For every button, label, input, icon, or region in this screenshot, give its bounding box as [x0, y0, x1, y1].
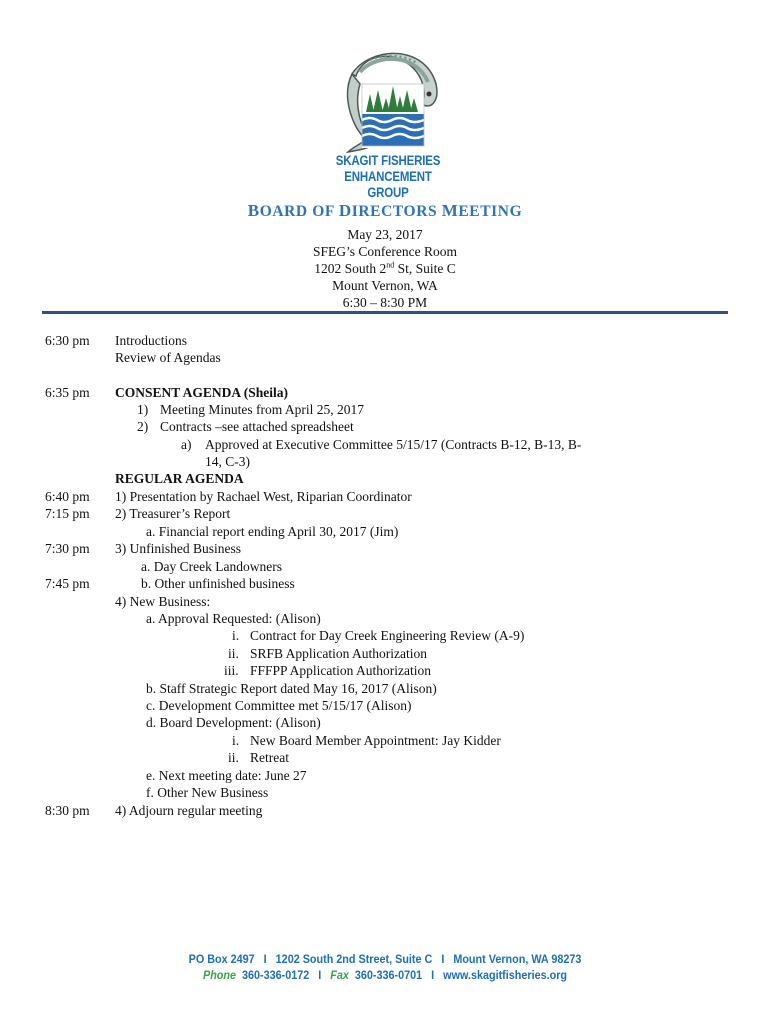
- agenda-subitem: b. Other unfinished business: [141, 576, 295, 591]
- footer-city: Mount Vernon, WA 98273: [453, 952, 582, 966]
- agenda-subitem: e. Next meeting date: June 27: [146, 768, 307, 783]
- list-numeral: i.: [232, 733, 240, 748]
- time-slot: 7:15 pm: [45, 506, 90, 521]
- agenda-subitem: c. Development Committee met 5/15/17 (Alison): [146, 698, 412, 713]
- sfeg-logo: [330, 44, 445, 200]
- meeting-address: 1202 South 2nd St, Suite C: [314, 260, 456, 276]
- list-numeral: i.: [232, 628, 240, 643]
- agenda-subsubitem: FFFPP Application Authorization: [250, 663, 432, 678]
- agenda-subitem: a. Day Creek Landowners: [141, 559, 282, 574]
- logo-line2: ENHANCEMENT GROUP: [344, 168, 432, 200]
- page-title: BOARD OF DIRECTORS MEETING: [247, 201, 523, 220]
- list-number: 1): [137, 402, 149, 417]
- list-numeral: ii.: [228, 750, 239, 765]
- list-numeral: ii.: [228, 646, 239, 661]
- agenda-item: 3) Unfinished Business: [115, 541, 241, 556]
- agenda-subsubitem: New Board Member Appointment: Jay Kidder: [250, 733, 501, 748]
- footer-contact-line: Phone 360-336-0172 I Fax 360-336-0701 I www.skagitfisheries.org: [202, 968, 568, 982]
- agenda-subitem: f. Other New Business: [146, 785, 269, 800]
- section-heading-consent: CONSENT AGENDA (Sheila): [115, 385, 289, 400]
- agenda-item: 4) Adjourn regular meeting: [115, 803, 263, 818]
- agenda-subitem: a. Approval Requested: (Alison): [146, 611, 321, 626]
- footer-phone-label: Phone: [202, 968, 236, 982]
- footer-website-link[interactable]: www.skagitfisheries.org: [443, 968, 568, 982]
- meeting-time: 6:30 – 8:30 PM: [342, 295, 428, 310]
- time-slot: 6:30 pm: [45, 333, 90, 348]
- footer-fax: 360-336-0701: [354, 968, 423, 982]
- meeting-city: Mount Vernon, WA: [332, 278, 438, 293]
- agenda-item: Review of Agendas: [115, 350, 221, 365]
- logo-wordmark: [336, 152, 441, 200]
- agenda-subitem: Approved at Executive Committee 5/15/17 (Contracts B-12, B-13, B-: [205, 437, 582, 452]
- time-slot: 6:35 pm: [45, 385, 90, 400]
- agenda-item: Introductions: [115, 333, 187, 348]
- agenda-item: 4) New Business:: [115, 594, 211, 609]
- agenda-item: 2) Treasurer’s Report: [115, 506, 231, 521]
- footer-po-box: PO Box 2497: [188, 952, 255, 966]
- agenda-subsubitem: Retreat: [250, 750, 289, 765]
- list-number: a): [181, 437, 192, 452]
- agenda-subsubitem: Contract for Day Creek Engineering Review (A-9): [250, 628, 525, 643]
- time-slot: 6:40 pm: [45, 489, 90, 504]
- header-divider: [42, 311, 728, 314]
- agenda-item: Meeting Minutes from April 25, 2017: [160, 402, 364, 417]
- agenda-subitem: b. Staff Strategic Report dated May 16, 2017 (Alison): [146, 681, 437, 696]
- logo-line1: SKAGIT FISHERIES: [335, 152, 441, 168]
- list-number: 2): [137, 419, 149, 434]
- footer-phone: 360-336-0172: [241, 968, 310, 982]
- salmon-logo-icon: [330, 44, 445, 154]
- time-slot: 8:30 pm: [45, 803, 90, 818]
- list-numeral: iii.: [224, 663, 239, 678]
- agenda-item: Contracts –see attached spreadsheet: [160, 419, 354, 434]
- time-slot: 7:30 pm: [45, 541, 90, 556]
- agenda-subitem: d. Board Development: (Alison): [146, 715, 321, 730]
- meeting-location: SFEG’s Conference Room: [313, 244, 457, 259]
- footer-address-line: PO Box 2497 I 1202 South 2nd Street, Suite C I Mount Vernon, WA 98273: [188, 952, 582, 966]
- section-heading-regular: REGULAR AGENDA: [115, 471, 244, 486]
- time-slot: 7:45 pm: [45, 576, 90, 591]
- agenda-item: 1) Presentation by Rachael West, Riparian Coordinator: [115, 489, 412, 504]
- agenda-subitem: 14, C-3): [205, 454, 250, 469]
- footer-fax-label: Fax: [330, 968, 349, 982]
- agenda-subsubitem: SRFB Application Authorization: [250, 646, 428, 661]
- agenda-subitem: a. Financial report ending April 30, 2017 (Jim): [146, 524, 399, 539]
- meeting-date: May 23, 2017: [347, 227, 423, 242]
- footer-street: 1202 South 2nd Street, Suite C: [275, 952, 433, 966]
